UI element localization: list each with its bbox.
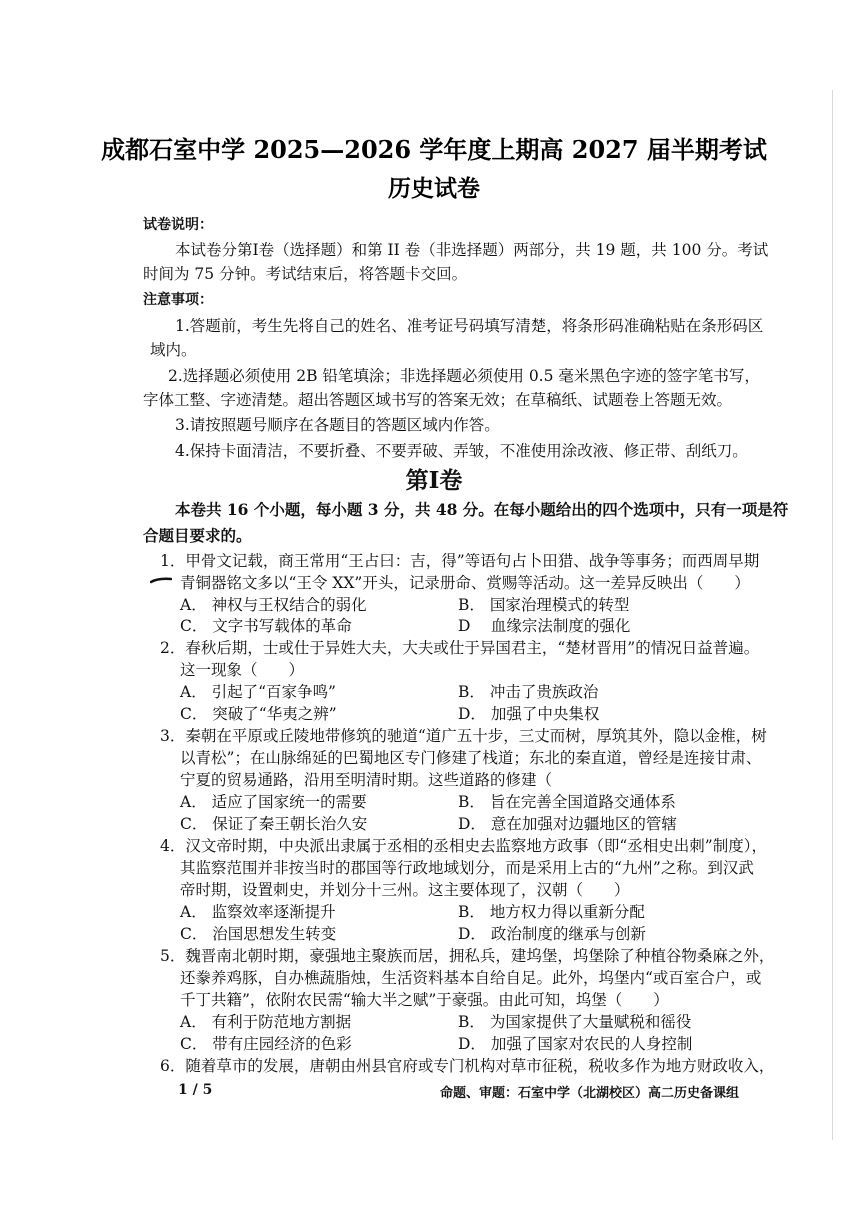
page-number: 1 / 5 xyxy=(178,1082,213,1098)
question-5-option-d: D． 加强了国家对农民的人身控制 xyxy=(458,1035,693,1053)
question-6-line-1: 6．随着草市的发展，唐朝由州县官府或专门机构对草市征税，税收多作为地方财政收入， xyxy=(160,1057,775,1075)
note-2-line-2: 字体工整、字迹清楚。超出答题区域书写的答案无效；在草稿纸、试题卷上答题无效。 xyxy=(143,391,733,409)
question-4-option-b: B． 地方权力得以重新分配 xyxy=(458,903,645,921)
notes-label: 注意事项： xyxy=(143,292,213,308)
question-3-line-3: 宁夏的贸易通路，沿用至明清时期。这些道路的修建（ xyxy=(180,771,553,789)
question-2-line-2: 这一现象（ ） xyxy=(180,661,305,679)
question-4-line-1: 4．汉文帝时期，中央派出隶属于丞相的丞相史去监察地方政事（即“丞相史出刺”制度）， xyxy=(160,837,767,855)
instructions-line-1: 本试卷分第Ⅰ卷（选择题）和第 II 卷（非选择题）两部分，共 19 题，共 100 分。考试 xyxy=(175,241,769,259)
note-3: 3.请按照题号顺序在各题目的答题区域内作答。 xyxy=(175,416,500,434)
question-4-line-2: 其监察范围并非按当时的郡国等行政地域划分，而是采用上古的“九州”之称。到汉武 xyxy=(180,859,754,877)
instructions-line-2: 时间为 75 分钟。考试结束后，将答题卡交回。 xyxy=(143,265,468,283)
question-3-option-c: C． 保证了秦王朝长治久安 xyxy=(180,815,368,833)
note-4: 4.保持卡面清洁，不要折叠、不要弄破、弄皱，不准使用涂改液、修正带、刮纸刀。 xyxy=(175,442,748,460)
exam-subtitle: 历史试卷 xyxy=(388,175,480,202)
question-1-option-c: C． 文字书写载体的革命 xyxy=(180,617,352,635)
question-2-line-1: 2．春秋后期，士或仕于异姓大夫，大夫或仕于异国君主，“楚材晋用”的情况日益普遍。 xyxy=(160,639,760,657)
question-1-line-1: 1．甲骨文记载，商王常用“王占曰：吉，得”等语句占卜田猎、战争等事务；而西周早期 xyxy=(160,552,760,570)
question-4-option-c: C． 治国思想发生转变 xyxy=(180,925,337,943)
question-1-option-d: D 血缘宗法制度的强化 xyxy=(458,617,631,635)
question-2-option-b: B． 冲击了贵族政治 xyxy=(458,683,599,701)
question-5-line-2: 还豢养鸡豚，自办樵蔬脂烛，生活资料基本自给自足。此外，坞堡内“或百室合户，或 xyxy=(180,969,762,987)
note-1-line-2: 域内。 xyxy=(150,341,197,359)
note-1-line-1: 1.答题前，考生先将自己的姓名、准考证号码填写清楚，将条形码准确粘贴在条形码区 xyxy=(175,317,764,335)
section-intro-line-1: 本卷共 16 个小题，每小题 3 分，共 48 分。在每小题给出的四个选项中，只有一项是符 xyxy=(175,500,789,519)
question-5-line-3: 千丁共籍”，依附农民需“输大半之赋”于豪强。由此可知，坞堡（ ） xyxy=(180,991,669,1009)
question-4-option-d: D． 政治制度的继承与创新 xyxy=(458,925,646,943)
question-2-option-c: C． 突破了“华夷之辨” xyxy=(180,705,337,723)
question-3-line-1: 3．秦朝在平原或丘陵地带修筑的驰道“道广五十步，三丈而树，厚筑其外，隐以金椎，树 xyxy=(160,727,767,745)
pen-mark-icon xyxy=(150,577,172,584)
question-5-option-b: B． 为国家提供了大量赋税和徭役 xyxy=(458,1013,692,1031)
question-1-option-a: A． 神权与王权结合的弱化 xyxy=(180,596,367,614)
question-5-option-c: C． 带有庄园经济的色彩 xyxy=(180,1035,352,1053)
footer-credit: 命题、审题：石室中学（北湖校区）高二历史备课组 xyxy=(440,1086,740,1101)
exam-title: 成都石室中学 2025—2026 学年度上期高 2027 届半期考试 xyxy=(101,135,767,164)
question-1-option-b: B． 国家治理模式的转型 xyxy=(458,596,630,614)
section-intro-line-2: 合题目要求的。 xyxy=(143,526,252,545)
question-2-option-a: A． 引起了“百家争鸣” xyxy=(180,683,336,701)
question-2-option-d: D． 加强了中央集权 xyxy=(458,705,600,723)
question-3-option-a: A． 适应了国家统一的需要 xyxy=(180,793,367,811)
question-3-option-b: B． 旨在完善全国道路交通体系 xyxy=(458,793,676,811)
question-4-option-a: A． 监察效率逐渐提升 xyxy=(180,903,336,921)
scan-edge-line xyxy=(832,90,833,1140)
question-5-option-a: A． 有利于防范地方割据 xyxy=(180,1013,352,1031)
section-title: 第Ⅰ卷 xyxy=(405,467,463,494)
question-4-line-3: 帝时期，设置刺史，并划分十三州。这主要体现了，汉朝（ ） xyxy=(180,881,630,899)
question-5-line-1: 5．魏晋南北朝时期，豪强地主聚族而居，拥私兵，建坞堡，坞堡除了种植谷物桑麻之外， xyxy=(160,947,775,965)
question-3-option-d: D． 意在加强对边疆地区的管辖 xyxy=(458,815,677,833)
note-2-line-1: 2.选择题必须使用 2B 铅笔填涂；非选择题必须使用 0.5 毫米黑色字迹的签字笔书写， xyxy=(168,367,760,385)
question-1-line-2: 青铜器铭文多以“王令 XX”开头，记录册命、赏赐等活动。这一差异反映出（ ） xyxy=(180,574,750,592)
instructions-label: 试卷说明： xyxy=(143,217,213,233)
question-3-line-2: 以青松”；在山脉绵延的巴蜀地区专门修建了栈道；东北的秦直道，曾经是连接甘肃、 xyxy=(180,749,762,767)
